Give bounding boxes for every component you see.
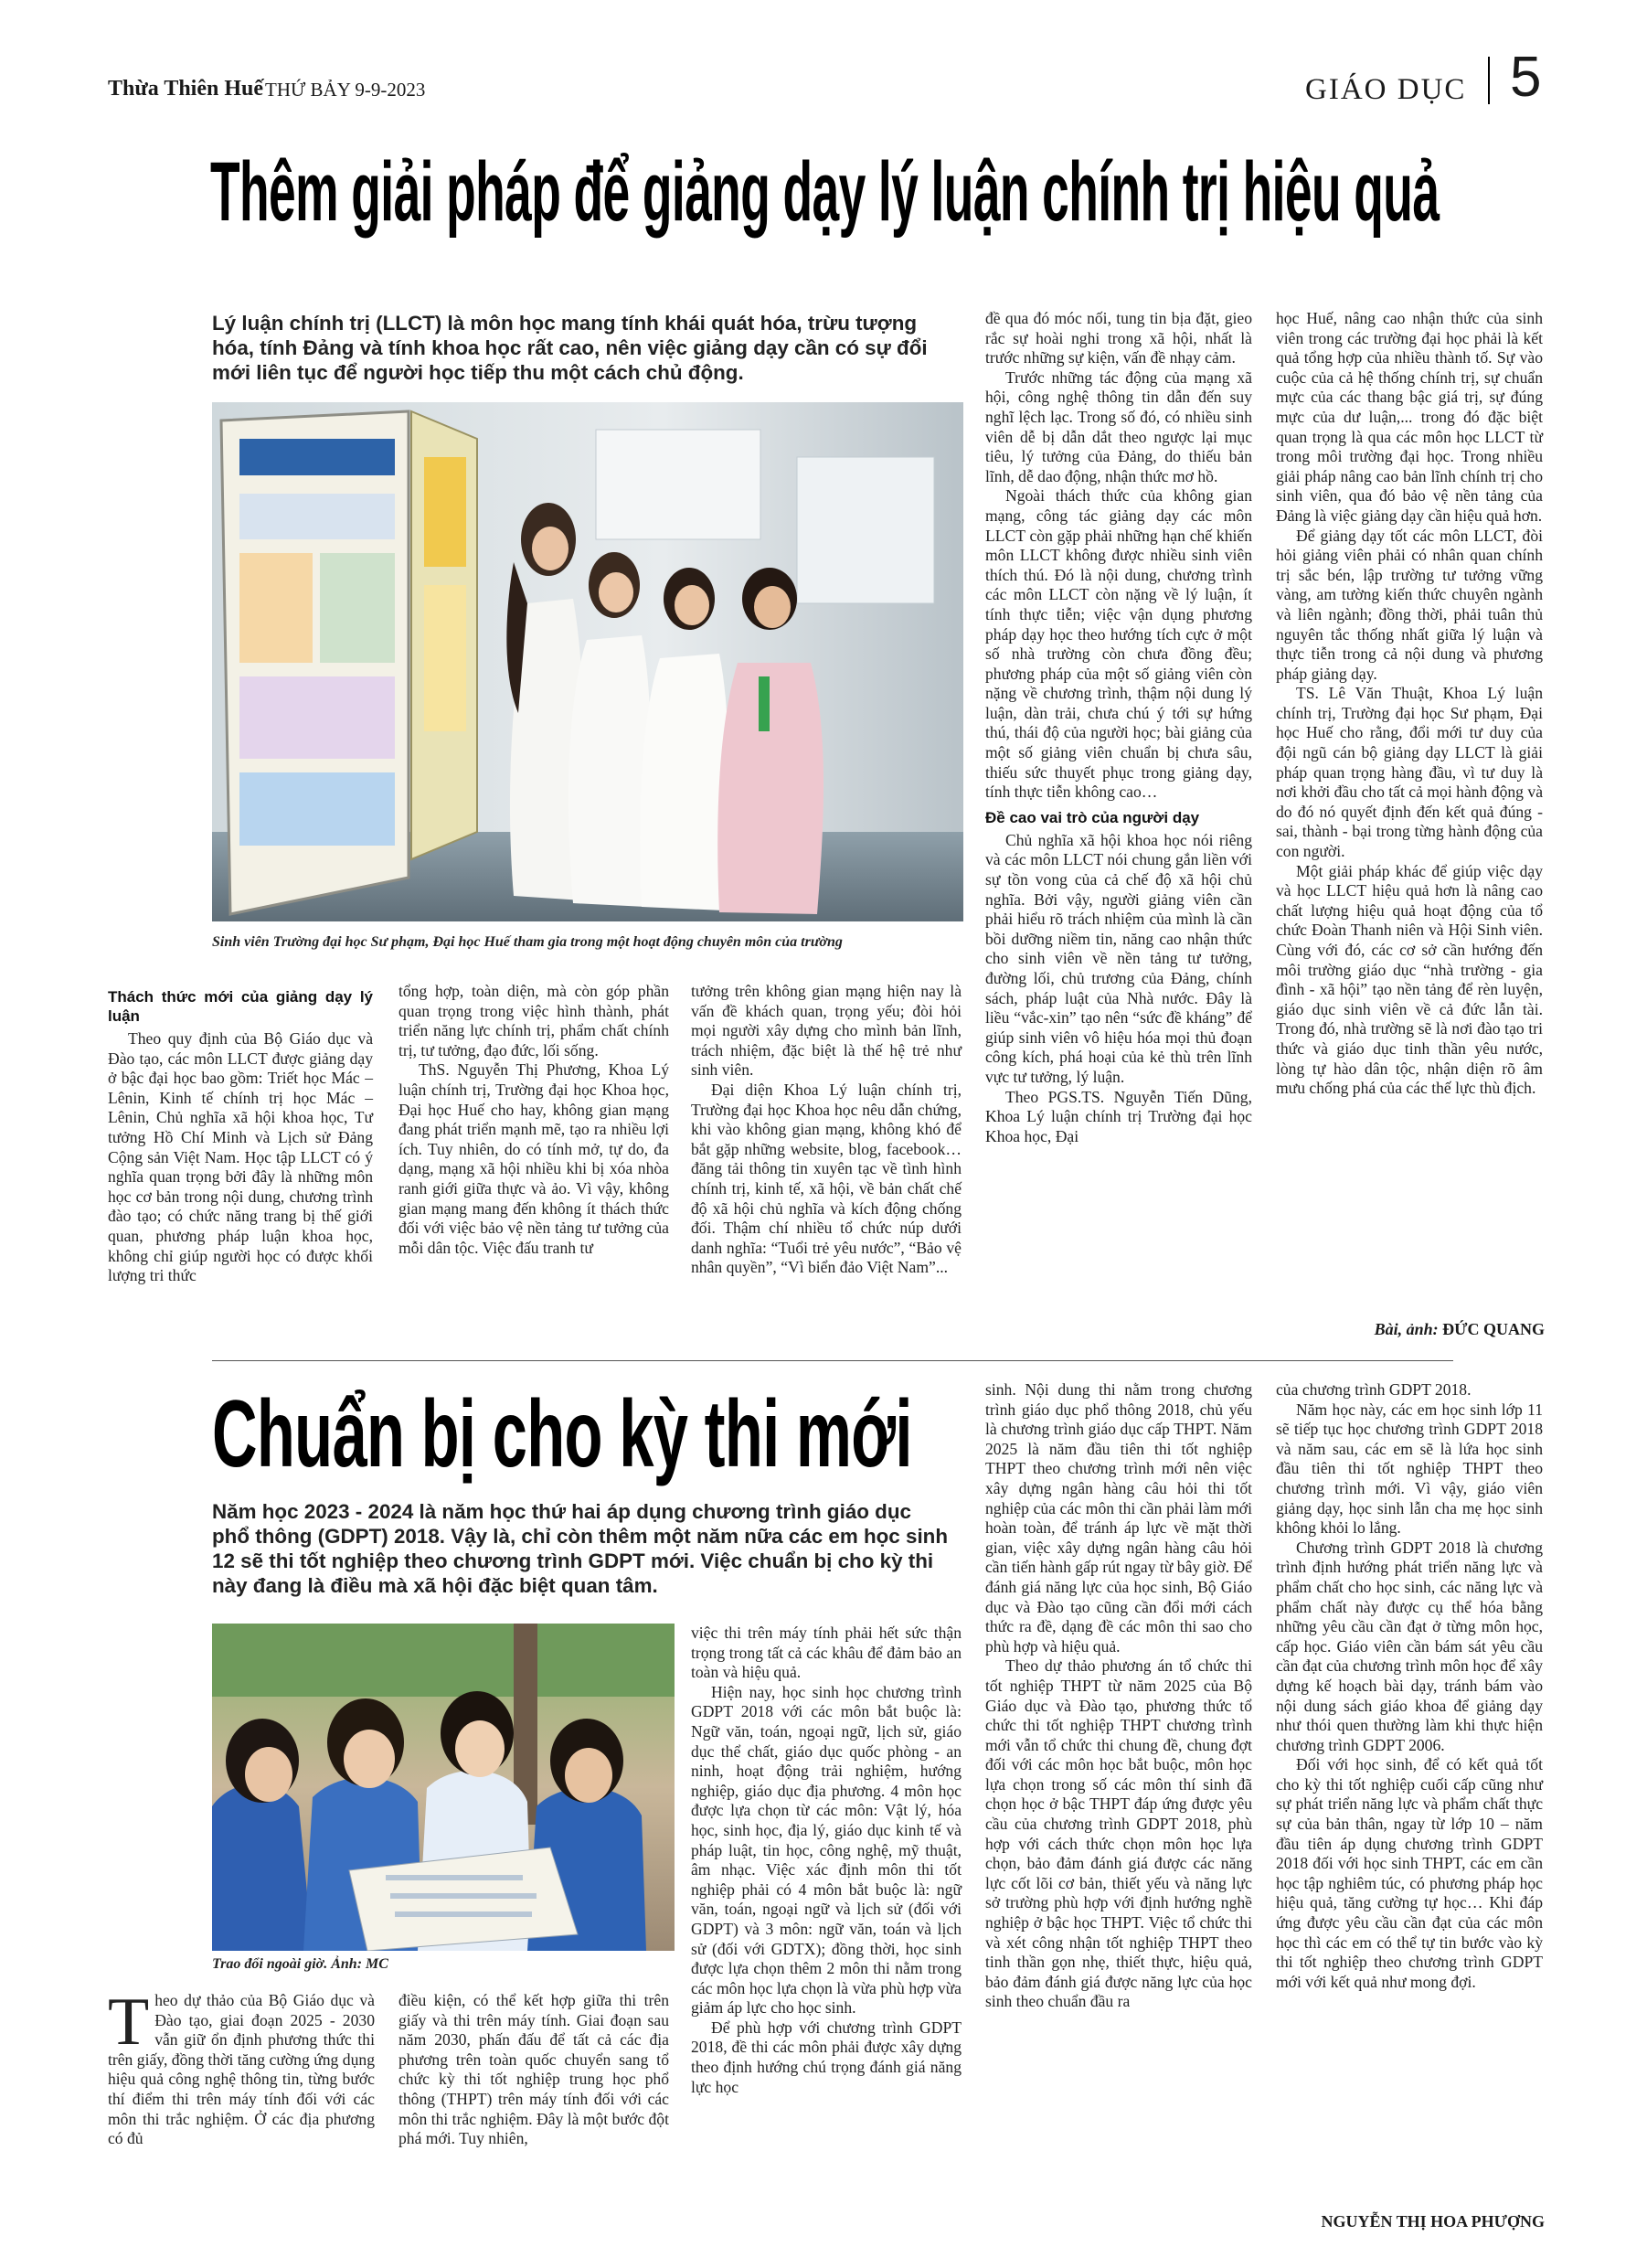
article2-column-2 (398, 1991, 669, 2149)
paragraph: Đại diện Khoa Lý luận chính trị, Trường đại học Khoa học nêu dẫn chứng, khi vào không gian mạng, không khó để bắt gặp những website, blog, facebook… đăng tải thông tin xuyên tạc về tình hình chính trị, kinh tế, xã hội, về bản chất chế độ xã hội chủ nghĩa và kích động chống đối. Thậm chí nhiều tổ chức núp dưới danh nghĩa: “Tuổi trẻ yêu nước”, “Bảo vệ nhân quyền”, “Vì biển đảo Việt Nam”... (691, 1080, 962, 1277)
article1-title: Thêm giải pháp để giảng dạy lý luận chính trị hiệu quả (210, 145, 1440, 239)
paragraph: Năm học này, các em học sinh lớp 11 sẽ tiếp tục học chương trình GDPT 2018 và năm sau, các em sẽ là lứa học sinh đầu tiên thi tốt nghiệp THPT theo chương trình mới. Vì vậy, giáo viên giảng dạy, học sinh lẫn cha mẹ học sinh không khỏi lo lắng. (1276, 1400, 1543, 1538)
article1-photo-caption: Sinh viên Trường đại học Sư phạm, Đại học Huế tham gia trong một hoạt động chuyên môn của trường (212, 934, 843, 950)
paragraph: đề qua đó móc nối, tung tin bịa đặt, gieo rắc sự hoài nghi trong xã hội, nhất là trước những sự kiện, vấn đề nhạy cảm. (985, 309, 1252, 367)
article2-byline: NGUYỄN THỊ HOA PHƯỢNG (1321, 2212, 1545, 2231)
article-separator (212, 1360, 1453, 1361)
section-divider (1488, 57, 1490, 104)
paragraph: Để phù hợp với chương trình GDPT 2018, đề thi các môn phải được xây dựng theo định hướng chú trọng đánh giá năng lực học (691, 2018, 962, 2096)
paragraph: của chương trình GDPT 2018. (1276, 1380, 1472, 1399)
paragraph: Đối với học sinh, để có kết quả tốt cho kỳ thi tốt nghiệp cuối cấp cũng như sự phát triển năng lực và phẩm chất thực sự của bản thân, ngay từ lớp 10 – năm đầu tiên áp dụng chương trình GDPT 2018 đối với học sinh THPT, các em cần học tập nghiêm túc, có phương pháp học hiệu quả, tăng cường tự học… Khi đáp ứng được yêu cầu cần đạt của các môn học thì các em có thể tự tin bước vào kỳ thi tốt nghiệp theo chương trình GDPT mới với kết quả như mong đợi. (1276, 1755, 1543, 1991)
article2-column-5 (1276, 1380, 1543, 1992)
paragraph: Hiện nay, học sinh học chương trình GDPT 2018 với các môn bắt buộc là: Ngữ văn, toán, ngoại ngữ, lịch sử, giáo dục thể chất, giáo dục quốc phòng - an ninh, hoạt động trải nghiệm, hướng nghiệp, giáo dục địa phương. 4 môn học được lựa chọn từ các môn: Vật lý, hóa học, sinh học, địa lý, giáo dục kinh tế và pháp luật, tin học, công nghệ, mỹ thuật, âm nhạc. Việc xác định môn thi tốt nghiệp phải có 4 môn bắt buộc là: ngữ văn, toán, ngoại ngữ và lịch sử (đối với GDPT) và 3 môn: ngữ văn, toán và lịch sử (đối với GDTX); đồng thời, học sinh được lựa chọn thêm 2 môn thi nằm trong các môn học lựa chọn là vừa phù hợp vừa giảm áp lực cho học sinh. (691, 1682, 962, 2018)
paragraph: ThS. Nguyễn Thị Phương, Khoa Lý luận chính trị, Trường đại học Khoa học, Đại học Huế cho hay, không gian mạng đang phát triển mạnh mẽ, tạo ra nhiều lợi ích. Tuy nhiên, do có tính mở, tự do, đa dạng, mạng xã hội nhiều khi bị xóa nhòa ranh giới giữa thực và ảo. Vì vậy, không gian mạng mang đến không ít thách thức đối với việc bảo vệ nền tảng tư tưởng của mỗi dân tộc. Việc đấu tranh tư (398, 1060, 669, 1257)
article1-subhead-2: Đề cao vai trò của người dạy (985, 808, 1200, 826)
article2-photo (212, 1624, 675, 1951)
paragraph: việc thi trên máy tính phải hết sức thận trọng trong tất cả các khâu để đảm bảo an toàn và hiệu quả. (691, 1624, 962, 1682)
paragraph: Theo PGS.TS. Nguyễn Tiến Dũng, Khoa Lý luận chính trị Trường đại học Khoa học, Đại (985, 1087, 1252, 1145)
article1-column-5 (1276, 309, 1543, 1099)
paragraph: tổng hợp, toàn diện, mà còn góp phần quan trọng trong việc hình thành, phát triển năng lực chính trị, phẩm chất chính trị, tư tưởng, đạo đức, lối sống. (398, 982, 669, 1059)
article1-photo (212, 402, 963, 921)
article1-column-2 (398, 982, 669, 1258)
paragraph: Ngoài thách thức của không gian mạng, công tác giảng dạy các môn LLCT còn gặp phải những hạn chế khiến môn LLCT không được nhiều sinh viên thích thú. Đó là nội dung, chương trình các môn LLCT còn nặng về lý luận, ít tính thực tiễn; việc vận dụng phương pháp dạy học theo hướng tích cực ở một số nhà trường còn chưa đồng đều; phương pháp của một số giảng viên còn nặng về chương trình, thậm nội dung lý luận, dàn trải, chưa chú ý tới sự hứng thú, thái độ của người học; bài giảng của một số giảng viên chuẩn bị chưa sâu, thiếu sức thuyết phục trong giảng dạy, tính thực tiễn không cao… (985, 486, 1252, 802)
paragraph: Trước những tác động của mạng xã hội, công nghệ thông tin dẫn đến suy nghĩ lệch lạc. Trong số đó, có nhiều sinh viên dễ bị dẫn dắt theo ngược lại mục tiêu, lý tưởng của Đảng, do thiếu bản lĩnh, dễ dao động, nhận thức mơ hồ. (985, 367, 1252, 485)
article1-byline (1344, 1320, 1545, 1339)
paragraph: sinh. Nội dung thi nằm trong chương trình giáo dục phổ thông 2018, chủ yếu là chương trình giáo dục cấp THPT. Năm 2025 là năm đầu tiên thi tốt nghiệp THPT theo chương trình mới nên việc xây dựng ngân hàng câu hỏi thi tốt nghiệp của các môn thi cần phải làm mới hoàn toàn, để tránh áp lực về mặt thời gian, việc xây dựng ngân hàng câu hỏi cần tiến hành gấp rút ngay từ bây giờ. Để đánh giá năng lực của học sinh, Bộ Giáo dục và Đào tạo cũng cần đổi mới cách thức ra đề, dạng đề các môn thi sao cho phù hợp và hiệu quả. (985, 1380, 1252, 1656)
article2-lead: Năm học 2023 - 2024 là năm học thứ hai áp dụng chương trình giáo dục phổ thông (GDPT) 2018. Vậy là, chỉ còn thêm một năm nữa các em học sinh 12 sẽ thi tốt nghiệp theo chương trình GDPT mới. Việc chuẩn bị cho kỳ thi này đang là điều mà xã hội đặc biệt quan tâm. (212, 1500, 949, 1597)
article1-column-4 (985, 309, 1252, 1146)
paragraph: học Huế, nâng cao nhận thức của sinh viên trong các trường đại học phải là kết quả tổng hợp của nhiều thành tố. Sự vào cuộc của cả hệ thống chính trị, sự chuẩn mực của các thang bậc giá trị, sự đúng mực của dư luận,... trong đó đặc biệt quan trọng là qua các môn học LLCT từ trong môi trường đại học. Trong nhiều giải pháp nâng cao bản lĩnh chính trị cho sinh viên, qua đó bảo vệ nền tảng của Đảng là việc giảng dạy cần hiệu quả hơn. (1276, 309, 1543, 525)
article2-column-3 (691, 1624, 962, 2097)
paragraph: Để giảng dạy tốt các môn LLCT, đòi hỏi giảng viên phải có nhân quan chính trị sắc bén, lập trường tư tưởng vững vàng, am tường kiến thức chuyên ngành và liên ngành; đồng thời, phải tuân thủ nguyên tắc thống nhất giữa lý luận và thực tiễn trong cả nội dung và phương pháp giảng dạy. (1276, 526, 1543, 683)
drop-cap: T (108, 1985, 150, 2060)
byline-label: Bài, ảnh: (1374, 1320, 1439, 1338)
masthead-paper: Thừa Thiên Huế (108, 77, 264, 101)
article1-subhead-1: Thách thức mới của giảng dạy lý luận (108, 988, 373, 1025)
page-number: 5 (1510, 46, 1542, 109)
article2-column-4 (985, 1380, 1252, 2012)
byline-name: ĐỨC QUANG (1442, 1320, 1545, 1338)
paragraph: điều kiện, có thể kết hợp giữa thi trên giấy và thi trên máy tính. Giai đoạn sau năm 2030, phấn đấu để tất cả các địa phương trên toàn quốc chuyển sang tổ chức kỳ thi tốt nghiệp trung học phổ thông (THPT) trên máy tính đối với các môn thi trắc nghiệm. Đây là một bước đột phá mới. Tuy nhiên, (398, 1991, 669, 2148)
article1-column-3 (691, 982, 962, 1278)
paragraph: Chương trình GDPT 2018 là chương trình định hướng phát triển năng lực và phẩm chất cho học sinh, các năng lực và phẩm chất này được cụ thể hóa bằng những yêu cầu cần đạt ở từng môn học, cấp học. Giáo viên cần bám sát yêu cầu cần đạt của chương trình môn học để xây dựng kế hoạch bài dạy, tránh bám vào nội dung sách giáo khoa để giảng dạy như thói quen thường làm khi thực hiện chương trình GDPT 2006. (1276, 1538, 1543, 1754)
paragraph: TS. Lê Văn Thuật, Khoa Lý luận chính trị, Trường đại học Sư phạm, Đại học Huế cho rằng, đổi mới tư duy của đội ngũ cán bộ giảng dạy LLCT là giải pháp quan trọng hàng đầu, vì tư duy là nơi khởi đầu cho tất cả mọi hành động và do đó nó quyết định đến kết quả đúng - sai, thành - bại trong từng hành động của con người. (1276, 684, 1543, 861)
paragraph-text: heo dự thảo của Bộ Giáo dục và Đào tạo, giai đoạn 2025 - 2030 vẫn giữ ổn định phương thức thi trên giấy, đồng thời tăng cường ứng dụng hiệu quả công nghệ thông tin, từng bước thí điểm thi trên máy tính đối với các môn thi trắc nghiệm. Ở các địa phương có đủ (108, 1991, 375, 2148)
paragraph: Theo quy định của Bộ Giáo dục và Đào tạo, các môn LLCT được giảng dạy ở bậc đại học bao gồm: Triết học Mác – Lênin, Kinh tế chính trị học Mác – Lênin, Chủ nghĩa xã hội khoa học, Tư tưởng Hồ Chí Minh và Lịch sử Đảng Cộng sản Việt Nam. Học tập LLCT có ý nghĩa quan trọng bởi đây là những môn học cơ bản trong nội dung, chương trình đào tạo; có chức năng trang bị thế giới quan, phương pháp luận khoa học, không chỉ giúp người học có được khối lượng tri thức (108, 1029, 373, 1285)
article1-lead: Lý luận chính trị (LLCT) là môn học mang tính khái quát hóa, trừu tượng hóa, tính Đảng và tính khoa học rất cao, nên việc giảng dạy cần có sự đổi mới liên tục để người học tiếp thu một cách chủ động. (212, 312, 928, 384)
paragraph: tưởng trên không gian mạng hiện nay là vấn đề khách quan, trọng yếu; đòi hỏi mọi người xây dựng cho mình bản lĩnh, trách nhiệm, đặc biệt là thế hệ trẻ như sinh viên. (691, 982, 962, 1080)
paragraph: Chủ nghĩa xã hội khoa học nói riêng và các môn LLCT nói chung gắn liền với sự tồn vong của cả chế độ xã hội chủ nghĩa. Bởi vậy, người giảng viên cần phải hiểu rõ trách nhiệm của mình là cần bồi dưỡng niềm tin, năng cao nhận thức cho sinh viên về nền tảng tư tưởng, đường lối, chủ trương của Đảng, chính sách, pháp luật của Nhà nước. Đây là liều “vắc-xin” tạo nên “sức đề kháng” để giúp sinh viên vô hiệu hóa mọi thủ đoạn công kích, phá hoại của kẻ thù trên lĩnh vực tư tưởng, lý luận. (985, 830, 1252, 1086)
article2-photo-caption: Trao đổi ngoài giờ. Ảnh: MC (212, 1956, 388, 1972)
paragraph: Theo dự thảo phương án tổ chức thi tốt nghiệp THPT từ năm 2025 của Bộ Giáo dục và Đào tạo, phương thức tổ chức thi tốt nghiệp THPT chương trình mới vẫn tổ chức thi chung đề, chung đợt đối với các môn học bắt buộc, môn học lựa chọn trong số các môn thí sinh đã chọn học ở bậc THPT đáp ứng được yêu cầu của chương trình GDPT 2018, phù hợp với cách thức chọn môn học lựa chọn, bảo đảm đánh giá được các năng lực cốt lõi cơ bản, thiết yếu và năng lực sở trường phù hợp với định hướng nghề nghiệp ở bậc học THPT. Việc tổ chức thi và xét công nhận tốt nghiệp THPT theo tinh thần gọn nhẹ, thiết thực, hiệu quả, bảo đảm đánh giá được năng lực của học sinh theo chuẩn đầu ra (985, 1656, 1252, 2011)
section-name: GIÁO DỤC (1305, 73, 1467, 106)
article1-column-1 (108, 982, 373, 1286)
paragraph (108, 1985, 375, 2149)
masthead-date: THỨ BẢY 9-9-2023 (265, 79, 426, 101)
article2-title: Chuẩn bị cho kỳ thi mới (212, 1381, 912, 1487)
paragraph: Một giải pháp khác để giúp việc dạy và học LLCT hiệu quả hơn là nâng cao chất lượng hiệu quả hoạt động của tổ chức Đoàn Thanh niên và Hội Sinh viên. Cùng với đó, các cơ sở cần hướng đến môi trường giáo dục “nhà trường - gia đình - xã hội” tạo nền tảng để rèn luyện, giáo dục sinh viên về cả đức lẫn tài. Trong đó, nhà trường sẽ là nơi đào tạo tri thức và giáo dục tinh thần yêu nước, lòng tự hào dân tộc, nhận diện rõ âm mưu chống phá của các thế lực thù địch. (1276, 861, 1543, 1098)
article2-column-1 (108, 1985, 375, 2149)
